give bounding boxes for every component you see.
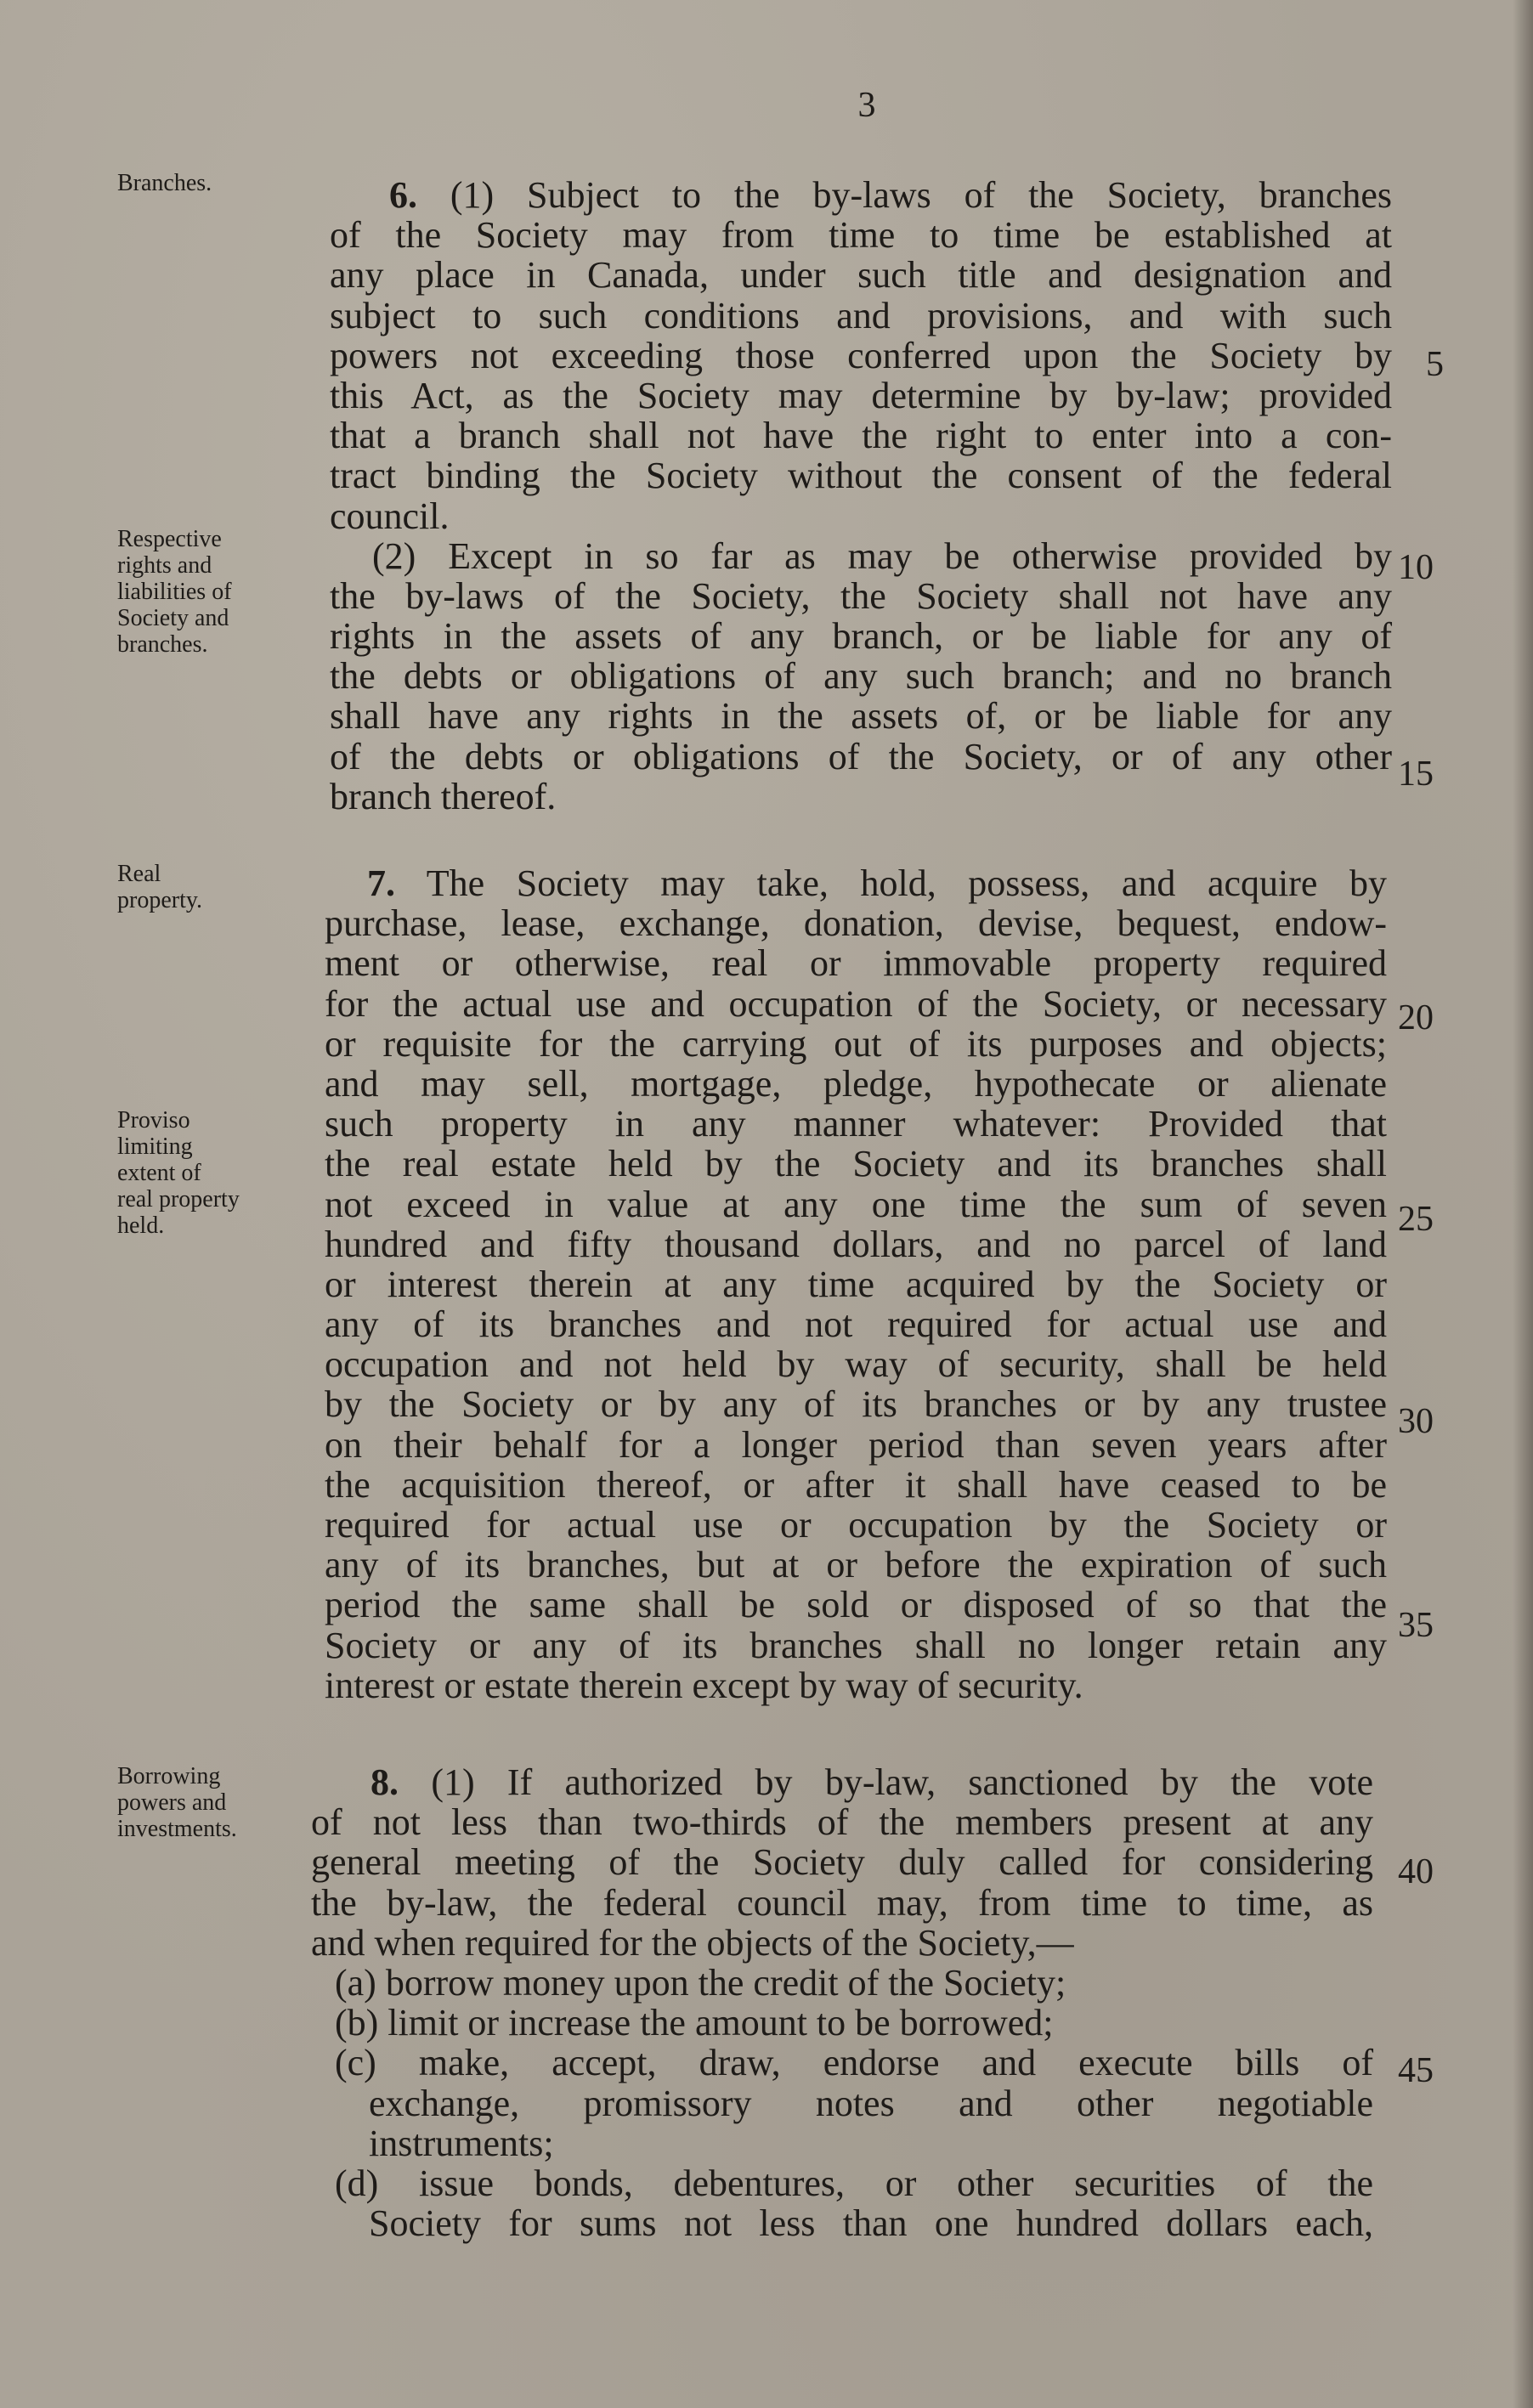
text-line: instruments; [369, 2122, 554, 2164]
margin-note-branches [117, 170, 304, 196]
margin-note-line: Branches. [117, 170, 212, 196]
text-line: on their behalf for a longer period than seven years after [325, 1423, 1387, 1466]
text-line: interest or estate therein except by way of security. [325, 1664, 1083, 1706]
text-line: Society or any of its branches shall no longer retain any [325, 1624, 1387, 1666]
margin-note-line: liabilities of [117, 579, 232, 605]
text-line: for the actual use and occupation of the Society, or necessary [325, 982, 1387, 1025]
text-line: the acquisition thereof, or after it shall have ceased to be [325, 1463, 1387, 1506]
line-number: 40 [1398, 1852, 1434, 1891]
line-number: 30 [1398, 1402, 1434, 1441]
text-line: occupation and not held by way of security, shall be held [325, 1343, 1387, 1386]
margin-note-line: extent of [117, 1160, 201, 1186]
text-line: (c) make, accept, draw, endorse and execute bills of [335, 2042, 1373, 2084]
margin-note-line: Real [117, 861, 161, 887]
text-line: (d) issue bonds, debentures, or other securities of the [335, 2162, 1373, 2204]
text-line: that a branch shall not have the right to enter into a con- [330, 415, 1392, 457]
text-line: of the debts or obligations of the Society, or of any other [330, 735, 1392, 777]
line-number: 35 [1398, 1606, 1434, 1645]
margin-note-line: rights and [117, 552, 212, 579]
section-7 [325, 863, 1387, 1705]
text-line: any place in Canada, under such title and designation and [330, 254, 1392, 297]
text-line-content: (1) Subject to the by-laws of the Society, branches [450, 174, 1392, 216]
text-line: shall have any rights in the assets of, or be liable for any [330, 695, 1392, 738]
text-line: any of its branches, but at or before the expiration of such [325, 1544, 1387, 1586]
margin-note-respective-rights [117, 526, 304, 658]
line-number: 5 [1426, 345, 1444, 384]
margin-note-line: property. [117, 887, 203, 913]
text-line: council. [330, 495, 450, 537]
text-line: ment or otherwise, real or immovable property required [325, 942, 1387, 985]
line-number: 25 [1398, 1200, 1434, 1239]
text-line: hundred and fifty thousand dollars, and no parcel of land [325, 1223, 1387, 1265]
margin-note-line: limiting [117, 1133, 193, 1160]
page-number: 3 [857, 86, 876, 125]
text-line [325, 863, 1387, 903]
margin-note-line: Borrowing [117, 1763, 221, 1789]
text-line: or interest therein at any time acquired by the Society or [325, 1263, 1387, 1305]
text-line: such property in any manner whatever: Provided that [325, 1103, 1387, 1145]
text-line: by the Society or by any of its branches or by any trustee [325, 1383, 1387, 1426]
margin-note-proviso [117, 1107, 304, 1239]
margin-note-line: branches. [117, 631, 208, 658]
text-line: any of its branches and not required for actual use and [325, 1303, 1387, 1346]
margin-note-borrowing [117, 1763, 304, 1842]
text-line-content: (1) If authorized by by-law, sanctioned by the vote [431, 1761, 1374, 1803]
text-line [330, 175, 1392, 215]
text-line: not exceed in value at any one time the sum of seven [325, 1183, 1387, 1225]
line-number: 10 [1398, 548, 1434, 587]
text-line: subject to such conditions and provisions, and with such [330, 294, 1392, 336]
text-line: period the same shall be sold or disposed of so that the [325, 1584, 1387, 1626]
text-line: the debts or obligations of any such branch; and no branch [330, 655, 1392, 698]
margin-note-line: Society and [117, 605, 229, 631]
section-number: 6. [389, 174, 417, 216]
section-6 [330, 175, 1392, 817]
margin-note-line: held. [117, 1212, 165, 1239]
margin-note-line: investments. [117, 1816, 237, 1842]
margin-note-line: Respective [117, 526, 222, 552]
text-line: branch thereof. [330, 775, 557, 817]
text-line: and when required for the objects of the Society,— [311, 1921, 1074, 1964]
text-line: general meeting of the Society duly called for considering [311, 1841, 1373, 1884]
text-line: of not less than two-thirds of the members present at any [311, 1801, 1373, 1844]
text-line: (a) borrow money upon the credit of the Society; [335, 1961, 1066, 2004]
section-number: 8. [371, 1761, 399, 1803]
text-line: and may sell, mortgage, pledge, hypothecate or alienate [325, 1062, 1387, 1105]
line-number: 20 [1398, 998, 1434, 1037]
text-line: purchase, lease, exchange, donation, devise, bequest, endow- [325, 902, 1387, 945]
text-line: rights in the assets of any branch, or be liable for any of [330, 615, 1392, 658]
page-edge-shadow [1513, 0, 1533, 2408]
section-number: 7. [367, 862, 395, 904]
line-number: 15 [1398, 755, 1434, 794]
text-line: (b) limit or increase the amount to be borrowed; [335, 2002, 1054, 2044]
text-line: Society for sums not less than one hundred dollars each, [369, 2202, 1373, 2245]
text-line: powers not exceeding those conferred upon the Society by [330, 334, 1392, 376]
text-line: the by-laws of the Society, the Society shall not have any [330, 574, 1392, 617]
text-line: the by-law, the federal council may, from time to time, as [311, 1881, 1373, 1924]
text-line: tract binding the Society without the consent of the federal [330, 455, 1392, 497]
text-line: this Act, as the Society may determine by by-law; provided [330, 374, 1392, 416]
margin-note-line: real property [117, 1186, 240, 1212]
text-line: required for actual use or occupation by the Society or [325, 1504, 1387, 1546]
text-line: exchange, promissory notes and other negotiable [369, 2082, 1373, 2124]
text-line: (2) Except in so far as may be otherwise provided by [372, 534, 1392, 577]
margin-note-real-property [117, 861, 304, 913]
text-line: the real estate held by the Society and its branches shall [325, 1143, 1387, 1185]
margin-note-line: powers and [117, 1789, 227, 1816]
text-line [311, 1762, 1373, 1802]
section-8 [311, 1762, 1373, 2243]
margin-note-line: Proviso [117, 1107, 190, 1133]
line-number: 45 [1398, 2051, 1434, 2090]
text-line: or requisite for the carrying out of its purposes and objects; [325, 1022, 1387, 1065]
text-line: of the Society may from time to time be established at [330, 214, 1392, 257]
text-line-content: The Society may take, hold, possess, and acquire by [426, 862, 1387, 904]
